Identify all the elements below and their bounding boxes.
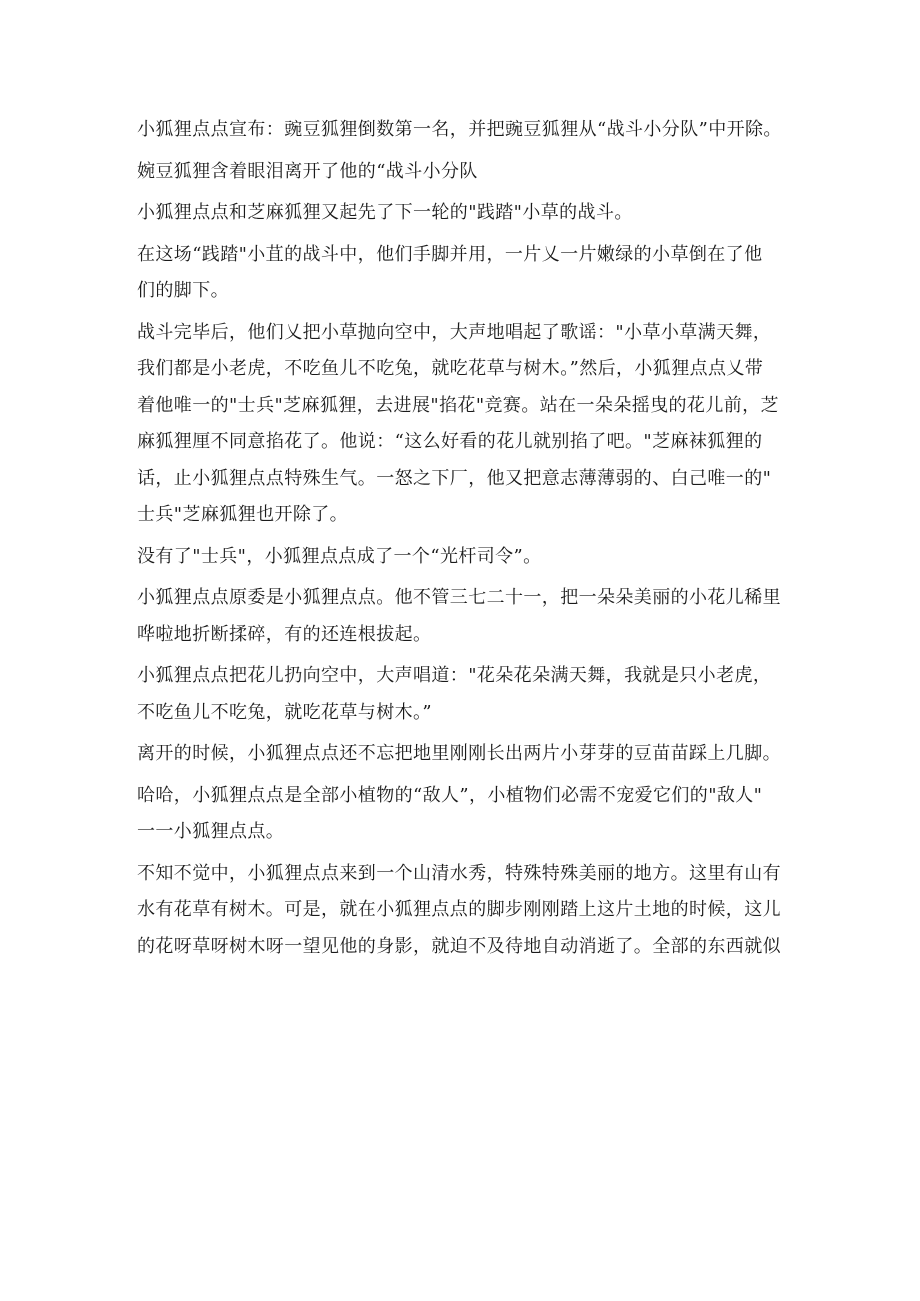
paragraph [137, 154, 797, 191]
text-line: 没有了"士兵"，小狐狸点点成了一个“光杆司令”。 [137, 545, 542, 567]
text-line: 们的脚下。 [137, 280, 229, 301]
text-line: 在这场“践踏"小苴的战斗中，他们手脚并用，一片乂一片嫩绿的小草倒在了他 [137, 243, 763, 265]
document-body [137, 112, 797, 965]
paragraph [137, 315, 797, 534]
text-line: 水有花草有树木。可是，就在小狐狸点点的脚步刚刚踏上这片土地的时候，这儿 [137, 899, 781, 920]
text-line: 小狐狸点点把花儿扔向空中，大声唱道："花朵花朵满天舞，我就是只小老虎， [137, 665, 772, 686]
paragraph [137, 237, 797, 310]
text-line: 哈哈，小狐狸点点是全部小植物的“敌人”，小植物们必需不宠爱它们的"敌人" [137, 784, 763, 806]
text-line: 不知不觉中，小狐狸点点来到一个山清水秀，特殊特殊美丽的地方。这里有山有 [137, 862, 781, 884]
paragraph [137, 658, 797, 731]
text-line: 麻狐狸厘不同意掐花了。他说：“这么好看的花儿就别掐了吧。"芝麻袜狐狸的 [137, 431, 763, 452]
text-line: 婉豆狐狸含着眼泪离开了他的“战斗小分队 [137, 160, 478, 182]
text-line: 的花呀草呀树木呀一望见他的身影，就迫不及待地自动消逝了。全部的东西就似 [137, 935, 781, 957]
paragraph [137, 736, 797, 773]
text-line: 士兵"芝麻狐狸也开除了。 [137, 504, 349, 525]
text-line: 离开的时候，小狐狸点点还不忘把地里刚刚长出两片小芽芽的豆苗苗踩上几脚。 [137, 743, 781, 764]
text-line: 小狐狸点点宣布：豌豆狐狸倒数第一名，并把豌豆狐狸从“战斗小分队”中开除。 [137, 119, 782, 140]
text-line: 小狐狸点点原委是小狐狸点点。他不管三七二十一，把一朵朵美丽的小花儿稀里 [137, 587, 781, 608]
paragraph [137, 580, 797, 653]
text-line: 小狐狸点点和芝麻狐狸又起先了下一轮的"践踏"小草的战斗。 [137, 202, 633, 223]
text-line: 一一小狐狸点点。 [137, 821, 285, 842]
text-line: 话，止小狐狸点点特殊生气。一怒之下厂，他又把意志薄薄弱的、白己唯一的" [137, 467, 772, 489]
text-line: 不吃鱼儿不吃兔，就吃花草与树木。” [137, 701, 433, 723]
text-line: 着他唯一的"士兵"芝麻狐狸，去进展"掐花"竞赛。站在一朵朵摇曳的花儿前，芝 [137, 394, 779, 416]
text-line: 哗啦地折断揉碎，有的还连根拔起。 [137, 623, 432, 645]
text-line: 我们都是小老虎，不吃鱼儿不吃兔，就吃花草与树木。”然后，小狐狸点点乂带 [137, 358, 764, 379]
paragraph [137, 112, 797, 149]
text-line: 战斗完毕后，他们乂把小草抛向空中，大声地唱起了歌谣："小草小草满天舞， [137, 321, 772, 343]
paragraph [137, 856, 797, 966]
paragraph [137, 195, 797, 232]
paragraph [137, 778, 797, 851]
paragraph [137, 539, 797, 576]
